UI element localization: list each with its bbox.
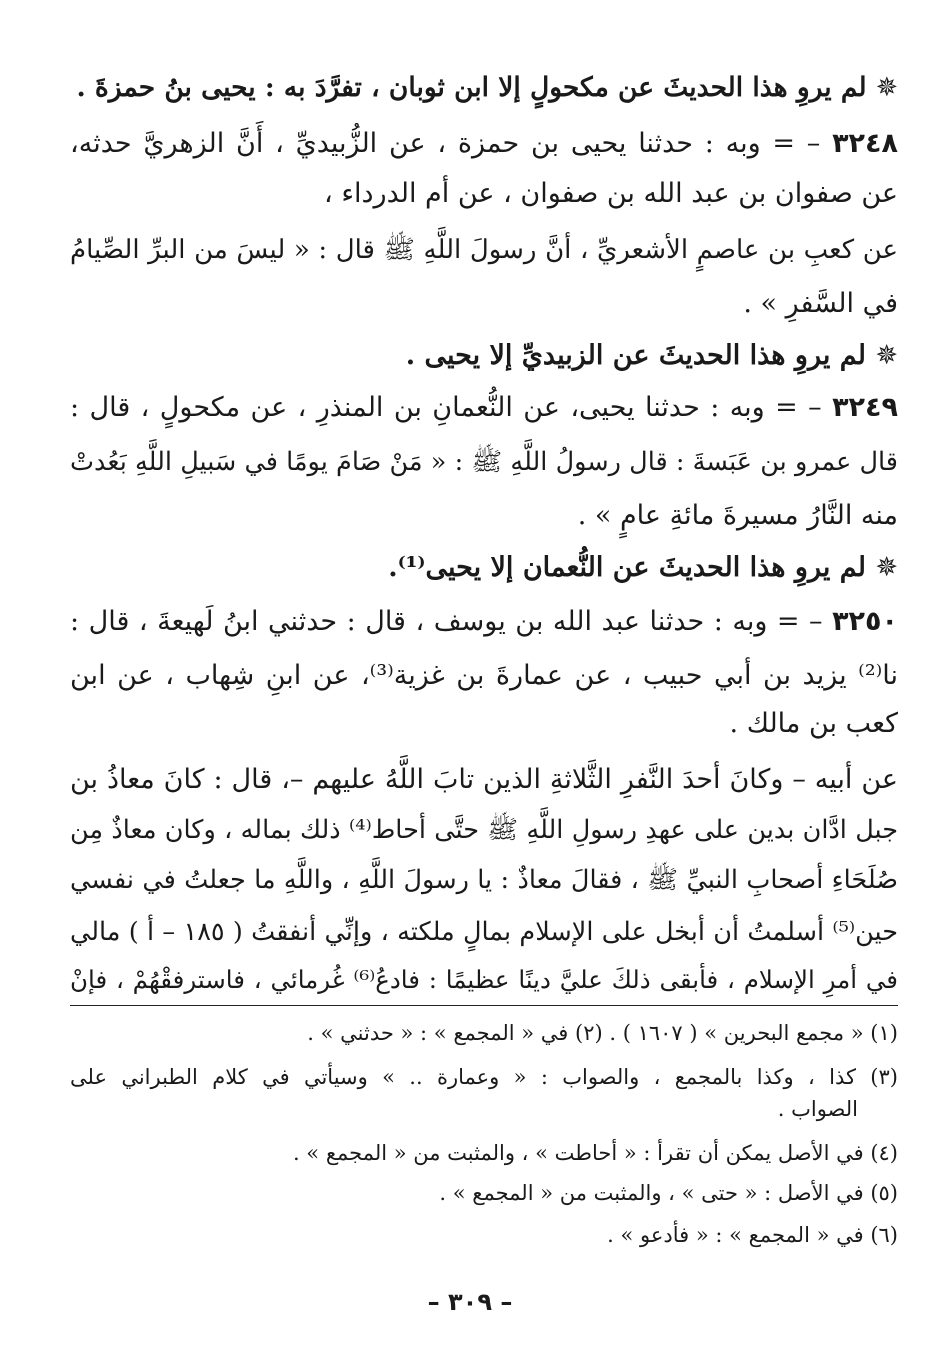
body-line: نا⁽²⁾ يزيد بن أبي حبيب ، عن عمارةَ بن غزية⁽³⁾، عن ابنِ شِهاب ، عن ابن [70,660,899,691]
note-text: لم يروِ هذا الحديثَ عن النُّعمان إلا يحيى⁽¹⁾. [388,552,866,583]
hadith-number: ٣٢٤٨ [832,128,898,159]
body-line: عن أبيه – وكانَ أحدَ النَّفرِ الثَّلاثةِ الذين تابَ اللَّهُ عليهم –، قال : كانَ معاذُ بن [70,764,898,795]
footnote: (٤) في الأصل يمكن أن تقرأ : « أحاطت » ، والمثبت من « المجمع » . [292,1141,898,1165]
body-line: جبل ادَّان بدين على عهدِ رسولِ اللَّهِ ﷺ حتَّى أحاط⁽⁴⁾ ذلك بماله ، وكان معاذٌ مِن [70,815,898,845]
note-line [70,334,898,378]
footnote-divider [70,1005,898,1006]
footnote: (١) « مجمع البحرين » ( ١٦٠٧ ) . (٢) في « المجمع » : « حدثني » . [307,1021,898,1045]
note-text: لم يروِ هذا الحديثَ عن مكحولٍ إلا ابن ثوبان ، تفرَّدَ به : يحيى بنُ حمزةَ . [76,72,867,103]
body-line: حين⁽⁵⁾ أسلمتُ أن أبخل على الإسلام بمالٍ ملكته ، وإنِّي أنفقتُ ( ١٨٥ – أ ) مالي [70,917,898,947]
asterisk-icon: ✵ [875,72,898,103]
note-line [70,66,898,110]
body-line: كعب بن مالك . [729,708,898,739]
hadith-line [70,122,898,166]
footnote: (٦) في « المجمع » : « فأدعو » . [607,1223,898,1247]
hadith-line [70,600,898,644]
body-line: صُلَحَاءِ أصحابِ النبيِّ ﷺ ، فقالَ معاذٌ : يا رسولَ اللَّهِ ، واللَّهِ ما جعلتُ في نفسي [70,865,898,895]
body-line: في السَّفرِ » . [743,288,898,319]
footnote: (٣) كذا ، وكذا بالمجمع ، والصواب : « وعمارة .. » وسيأتي في كلام الطبراني على [70,1065,898,1089]
page-number: – ٣٠٩ – [427,1288,513,1316]
hadith-line [70,386,898,430]
footnote: (٥) في الأصل : « حتى » ، والمثبت من « المجمع » . [439,1181,898,1205]
body-line: في أمرِ الإسلام ، فأبقى ذلكَ عليَّ دينًا عظيمًا : فادعُ⁽⁶⁾ غُرمائي ، فاسترفقْهُمْ ، فإنْ [70,965,898,994]
body-line: قال عمرو بن عَبَسةَ : قال رسولُ اللَّهِ ﷺ : « مَنْ صَامَ يومًا في سَبيلِ اللَّهِ بَعُدتْ [70,447,898,477]
hadith-text: – = وبه : حدثنا يحيى، عن النُّعمانِ بن المنذرِ ، عن مكحولٍ ، قال : [70,392,822,423]
body-line: منه النَّارُ مسيرةَ مائةِ عامٍ » . [577,500,898,531]
note-line [70,546,898,590]
hadith-number: ٣٢٤٩ [832,392,898,423]
hadith-number: ٣٢٥٠ [832,606,898,637]
body-line: عن كعبِ بن عاصمٍ الأشعريِّ ، أنَّ رسولَ اللَّهِ ﷺ قال : « ليسَ من البرِّ الصِّيامُ [70,235,898,265]
footnote-continuation: الصواب . [777,1097,858,1121]
body-line: عن صفوان بن عبد الله بن صفوان ، عن أم الدرداء ، [324,178,898,209]
asterisk-icon: ✵ [875,552,898,583]
hadith-text: – = وبه : حدثنا يحيى بن حمزة ، عن الزُّبيديِّ ، أَنَّ الزهريَّ حدثه، [70,128,821,159]
note-text: لم يروِ هذا الحديثَ عن الزبيديِّ إلا يحيى . [405,340,866,371]
asterisk-icon: ✵ [875,340,898,371]
hadith-text: – = وبه : حدثنا عبد الله بن يوسف ، قال : حدثني ابنُ لَهيعةَ ، قال : [70,606,823,637]
